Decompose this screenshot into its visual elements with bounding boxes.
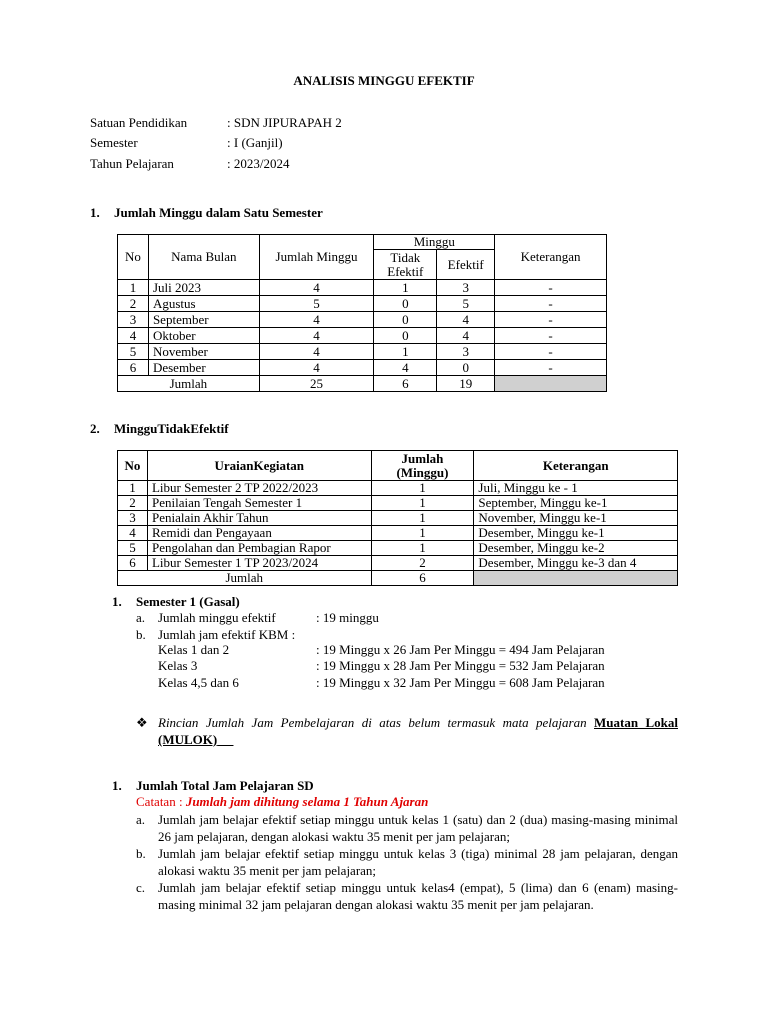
- table-row: [118, 496, 678, 511]
- table-row: [118, 312, 607, 328]
- cell-bulan: Desember: [148, 360, 259, 376]
- total-jumlah: 25: [259, 376, 374, 392]
- table-row: [118, 328, 607, 344]
- jumlah-jam-efektif: b. Jumlah jam efektif KBM :: [136, 627, 296, 642]
- cell-bulan: Agustus: [148, 296, 259, 312]
- section4-heading: 1. Jumlah Total Jam Pelajaran SD: [112, 778, 314, 793]
- info-label: Semester: [90, 135, 138, 150]
- cell-tidak: 0: [374, 328, 437, 344]
- catatan: [136, 794, 428, 810]
- cell-tidak: 0: [374, 296, 437, 312]
- header-no: No: [118, 451, 148, 481]
- cell-jumlah: 1: [371, 511, 474, 526]
- header-jumlah: Jumlah (Minggu): [371, 451, 474, 481]
- cell-bulan: Juli 2023: [148, 280, 259, 296]
- cell-efektif: 4: [437, 312, 495, 328]
- cell-jumlah: 4: [259, 328, 374, 344]
- cell-jumlah: 4: [259, 344, 374, 360]
- cell-no: 6: [118, 556, 148, 571]
- note-block: [136, 714, 678, 748]
- kelas-value: : 19 Minggu x 28 Jam Per Minggu = 532 Jam Pelajaran: [316, 658, 605, 673]
- table-row: [118, 280, 607, 296]
- cell-ket: -: [495, 344, 607, 360]
- cell-ket: Desember, Minggu ke-1: [474, 526, 678, 541]
- cell-uraian: Remidi dan Pengayaan: [147, 526, 371, 541]
- catatan-text: Jumlah jam dihitung selama 1 Tahun Ajaran: [185, 794, 429, 809]
- table-minggu-tidak-efektif: [117, 450, 678, 586]
- cell-tidak: 1: [374, 280, 437, 296]
- kelas-label: Kelas 4,5 dan 6: [158, 675, 239, 690]
- cell-ket: -: [495, 360, 607, 376]
- section3-heading: 1. Semester 1 (Gasal): [112, 594, 240, 609]
- cell-uraian: Penilaian Tengah Semester 1: [147, 496, 371, 511]
- cell-ket: -: [495, 328, 607, 344]
- header-nama-bulan: Nama Bulan: [148, 235, 259, 280]
- cell-no: 3: [118, 511, 148, 526]
- table-row: [118, 344, 607, 360]
- info-label: Tahun Pelajaran: [90, 156, 174, 171]
- cell-jumlah: 4: [259, 312, 374, 328]
- cell-ket: -: [495, 280, 607, 296]
- kelas-label: Kelas 3: [158, 658, 198, 673]
- info-value: : I (Ganjil): [227, 135, 283, 150]
- table-row: [118, 296, 607, 312]
- jumlah-minggu-efektif-value: : 19 minggu: [316, 610, 379, 625]
- kelas-label: Kelas 1 dan 2: [158, 642, 230, 657]
- cell-jumlah: 4: [259, 280, 374, 296]
- cell-no: 2: [118, 496, 148, 511]
- cell-no: 6: [118, 360, 149, 376]
- header-uraian: UraianKegiatan: [147, 451, 371, 481]
- cell-no: 5: [118, 344, 149, 360]
- table-row: [118, 360, 607, 376]
- document-title: ANALISIS MINGGU EFEKTIF: [293, 73, 475, 88]
- cell-no: 4: [118, 526, 148, 541]
- cell-jumlah: 5: [259, 296, 374, 312]
- cell-ket: September, Minggu ke-1: [474, 496, 678, 511]
- cell-ket: -: [495, 312, 607, 328]
- cell-efektif: 5: [437, 296, 495, 312]
- cell-no: 2: [118, 296, 149, 312]
- section2-heading: 2. MingguTidakEfektif: [90, 421, 229, 436]
- cell-ket: November, Minggu ke-1: [474, 511, 678, 526]
- jumlah-minggu-efektif: a. Jumlah minggu efektif: [136, 610, 276, 625]
- cell-uraian: Libur Semester 1 TP 2023/2024: [147, 556, 371, 571]
- note-emphasis: Muatan Lokal (MULOK): [158, 715, 678, 747]
- cell-uraian: Pengolahan dan Pembagian Rapor: [147, 541, 371, 556]
- total-efektif: 19: [437, 376, 495, 392]
- diamond-bullet-icon: ❖: [136, 715, 148, 730]
- cell-efektif: 3: [437, 344, 495, 360]
- cell-no: 1: [118, 481, 148, 496]
- cell-jumlah: 1: [371, 541, 474, 556]
- total-empty-cell: [495, 376, 607, 392]
- cell-ket: Juli, Minggu ke - 1: [474, 481, 678, 496]
- cell-jumlah: 1: [371, 481, 474, 496]
- list-item: b. Jumlah jam belajar efektif setiap minggu untuk kelas 3 (tiga) minimal 28 jam pelajaran, dengan alokasi waktu 35 menit per jam pelajaran;: [136, 846, 678, 878]
- cell-tidak: 0: [374, 312, 437, 328]
- cell-ket: Desember, Minggu ke-2: [474, 541, 678, 556]
- total-tidak: 6: [374, 376, 437, 392]
- header-minggu: Minggu: [374, 235, 495, 250]
- header-keterangan: Keterangan: [474, 451, 678, 481]
- header-tidak-efektif: Tidak Efektif: [374, 250, 437, 280]
- table-row: [118, 481, 678, 496]
- total-empty-cell: [474, 571, 678, 586]
- table-total-row: [118, 376, 607, 392]
- cell-no: 5: [118, 541, 148, 556]
- kelas-value: : 19 Minggu x 26 Jam Per Minggu = 494 Jam Pelajaran: [316, 642, 605, 657]
- total-label: Jumlah: [118, 376, 260, 392]
- table-row: [118, 556, 678, 571]
- cell-bulan: September: [148, 312, 259, 328]
- cell-jumlah: 4: [259, 360, 374, 376]
- kelas-value: : 19 Minggu x 32 Jam Per Minggu = 608 Jam Pelajaran: [316, 675, 605, 690]
- info-label: Satuan Pendidikan: [90, 115, 188, 130]
- cell-bulan: Oktober: [148, 328, 259, 344]
- cell-tidak: 1: [374, 344, 437, 360]
- header-no: No: [118, 235, 149, 280]
- cell-no: 4: [118, 328, 149, 344]
- info-value: : SDN JIPURAPAH 2: [227, 115, 342, 130]
- cell-efektif: 3: [437, 280, 495, 296]
- table-row: [118, 511, 678, 526]
- table-row: [118, 526, 678, 541]
- section1-heading: 1. Jumlah Minggu dalam Satu Semester: [90, 205, 323, 220]
- table-row: [118, 541, 678, 556]
- cell-no: 1: [118, 280, 149, 296]
- table-total-row: [118, 571, 678, 586]
- cell-ket: -: [495, 296, 607, 312]
- cell-efektif: 0: [437, 360, 495, 376]
- cell-tidak: 4: [374, 360, 437, 376]
- cell-uraian: Libur Semester 2 TP 2022/2023: [147, 481, 371, 496]
- cell-jumlah: 2: [371, 556, 474, 571]
- info-value: : 2023/2024: [227, 156, 290, 171]
- cell-efektif: 4: [437, 328, 495, 344]
- cell-jumlah: 1: [371, 526, 474, 541]
- header-keterangan: Keterangan: [495, 235, 607, 280]
- cell-jumlah: 1: [371, 496, 474, 511]
- cell-bulan: November: [148, 344, 259, 360]
- list-item: a. Jumlah jam belajar efektif setiap minggu untuk kelas 1 (satu) dan 2 (dua) masing-masing minimal 26 jam pelajaran, dengan alokasi waktu 35 menit per jam pelajaran;: [136, 812, 678, 844]
- total-jumlah: 6: [371, 571, 474, 586]
- header-jumlah-minggu: Jumlah Minggu: [259, 235, 374, 280]
- cell-ket: Desember, Minggu ke-3 dan 4: [474, 556, 678, 571]
- cell-uraian: Penialain Akhir Tahun: [147, 511, 371, 526]
- note-text: Rincian Jumlah Jam Pembelajaran di atas belum termasuk mata pelajaran: [158, 715, 587, 730]
- catatan-label: Catatan :: [136, 794, 183, 809]
- table-jumlah-minggu: [117, 234, 607, 392]
- total-label: Jumlah: [118, 571, 372, 586]
- list-item: c. Jumlah jam belajar efektif setiap minggu untuk kelas4 (empat), 5 (lima) dan 6 (enam) masing-masing minimal 32 jam pelajaran dengan alokasi waktu 35 menit per jam pelajaran.: [136, 880, 678, 912]
- cell-no: 3: [118, 312, 149, 328]
- header-efektif: Efektif: [437, 250, 495, 280]
